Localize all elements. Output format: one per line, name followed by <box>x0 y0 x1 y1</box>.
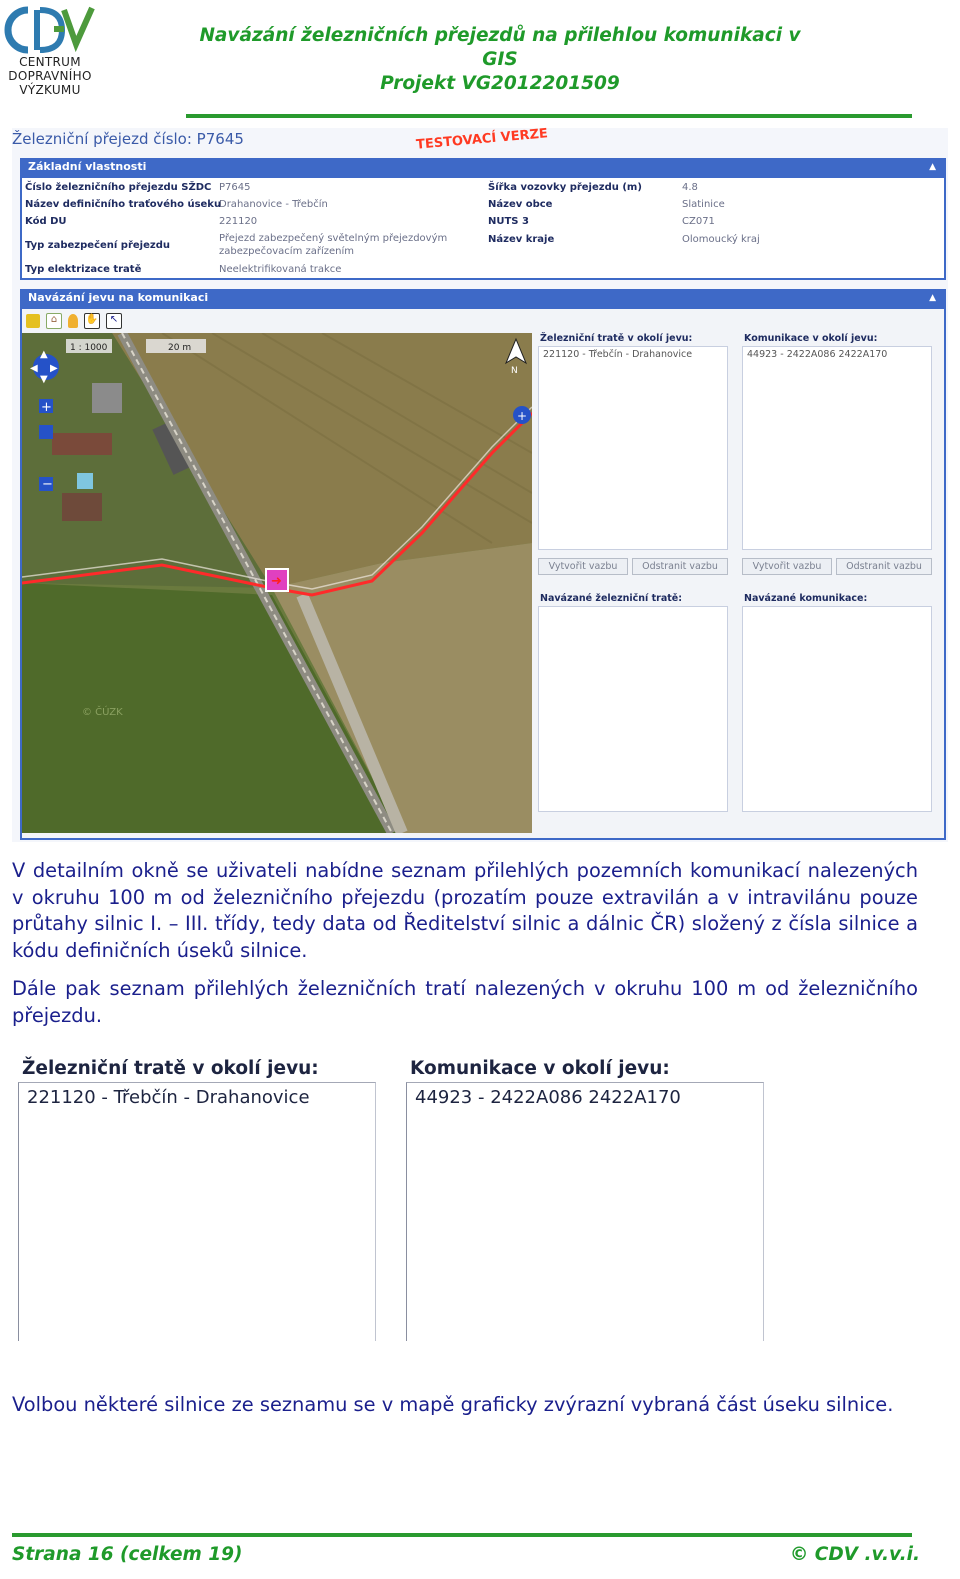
zoom-level-icon[interactable] <box>39 425 53 439</box>
prop-label: Kód DU <box>25 216 67 227</box>
footer-copyright: © CDV .v.v.i. <box>789 1544 920 1565</box>
north-label: N <box>511 366 518 376</box>
prop-label: Číslo železničního přejezdu SŽDC <box>25 182 212 193</box>
zoom-out-glyph: − <box>42 477 53 492</box>
home-icon[interactable]: ⌂ <box>46 313 62 329</box>
prop-label: Název obce <box>488 199 553 210</box>
basic-panel-title: Základní vlastnosti <box>28 160 147 173</box>
scale-bar-text: 20 m <box>168 343 192 353</box>
rail-remove-link-button[interactable]: Odstranit vazbu <box>632 558 728 575</box>
paragraph-1: V detailním okně se uživateli nabídne seznam přilehlých pozemních komunikací nalezených v okruhu 100 m od železničního přejezdu (prozatím pouze extravilán a v intravilánu pouze průtahy silnic I. – III. třídy, tedy data od Ředitelství silnic a dálnic ČR) složený z čísla silnice a kódu definičních úseků silnice. <box>12 859 918 962</box>
zoom-in-glyph: + <box>41 400 52 415</box>
zoom-road-label: Komunikace v okolí jevu: <box>410 1058 670 1079</box>
zoom-rail-label: Železniční tratě v okolí jevu: <box>22 1058 319 1079</box>
prop-label: Typ elektrizace tratě <box>25 264 142 275</box>
document-header <box>180 24 820 96</box>
prop-value: Neelektrifikovaná trakce <box>219 264 342 275</box>
rail-linked-list[interactable] <box>538 606 728 812</box>
map-watermark: © ČÚZK <box>82 707 123 718</box>
rail-linked-label: Navázané železniční tratě: <box>540 593 683 604</box>
svg-text:▲: ▲ <box>40 349 48 360</box>
zoom-road-list[interactable] <box>406 1082 764 1341</box>
prop-label: Název definičního traťového úseku <box>25 199 222 210</box>
prop-label: Šířka vozovky přejezdu (m) <box>488 182 642 193</box>
paragraph-2: Dále pak seznam přilehlých železničních tratí nalezených v okruhu 100 m od železničního přejezdu. <box>12 977 918 1027</box>
logo-line3: VÝZKUMU <box>19 83 81 97</box>
link-panel-title: Navázání jevu na komunikaci <box>28 291 209 304</box>
header-project: Projekt VG2012201509 <box>380 73 620 94</box>
prop-value: Drahanovice - Třebčín <box>219 199 328 210</box>
layers-icon[interactable] <box>26 314 40 328</box>
list-item[interactable]: 44923 - 2422A086 2422A170 <box>747 349 888 360</box>
list-item[interactable]: 221120 - Třebčín - Drahanovice <box>543 349 693 360</box>
prop-value: P7645 <box>219 182 251 193</box>
header-rule <box>186 114 912 118</box>
logo-line2: DOPRAVNÍHO <box>8 69 92 83</box>
collapse-arrow-icon[interactable]: ▲ <box>929 162 936 172</box>
svg-text:▶: ▶ <box>50 363 58 374</box>
road-remove-link-button[interactable]: Odstranit vazbu <box>836 558 932 575</box>
road-linked-label: Navázané komunikace: <box>744 593 868 604</box>
prop-value: 221120 <box>219 216 258 227</box>
add-point-glyph: + <box>517 409 528 423</box>
scale-ratio-text: 1 : 1000 <box>70 343 108 353</box>
zoom-rail-list[interactable] <box>18 1082 376 1341</box>
prop-value: Přejezd zabezpečený světelným přejezdovým zabezpečovacím zařízením <box>219 233 448 257</box>
prop-value: CZ071 <box>682 216 715 227</box>
prop-value: Slatinice <box>682 199 725 210</box>
prop-label: Typ zabezpečení přejezdu <box>25 240 170 251</box>
road-create-link-button[interactable]: Vytvořit vazbu <box>742 558 832 575</box>
pin-icon[interactable] <box>68 314 78 328</box>
header-title: Navázání železničních přejezdů na přilehlou komunikaci v GIS <box>199 25 801 70</box>
rail-nearby-label: Železniční tratě v okolí jevu: <box>540 333 693 344</box>
link-panel-header[interactable] <box>20 289 946 307</box>
map-toolbar <box>26 313 122 329</box>
list-item[interactable]: 44923 - 2422A086 2422A170 <box>415 1087 681 1108</box>
rail-nearby-list[interactable] <box>538 346 728 550</box>
logo-line1: CENTRUM <box>19 55 81 69</box>
prop-value: 4.8 <box>682 182 698 193</box>
basic-panel-body <box>20 176 946 280</box>
map-canvas[interactable] <box>22 333 532 833</box>
rail-create-link-button[interactable]: Vytvořit vazbu <box>538 558 628 575</box>
aerial-map[interactable] <box>22 333 532 833</box>
road-nearby-label: Komunikace v okolí jevu: <box>744 333 878 344</box>
prop-value: Olomoucký kraj <box>682 234 760 245</box>
paragraph-3: Volbou některé silnice ze seznamu se v mapě graficky zvýrazní vybraná část úseku silnice. <box>12 1393 894 1416</box>
window-title: Železniční přejezd číslo: P7645 <box>12 130 244 148</box>
test-version-badge: TESTOVACÍ VERZE <box>415 126 549 153</box>
crossing-arrow-icon: ➜ <box>271 574 282 589</box>
footer-page-number: Strana 16 (celkem 19) <box>12 1544 243 1565</box>
cdv-logo <box>2 4 98 98</box>
road-linked-list[interactable] <box>742 606 932 812</box>
pan-hand-icon[interactable]: ✋ <box>84 313 100 329</box>
footer-rule <box>12 1533 912 1537</box>
select-arrow-icon[interactable]: ↖ <box>106 313 122 329</box>
prop-label: NUTS 3 <box>488 216 529 227</box>
cdv-logo-mark <box>2 4 98 56</box>
basic-panel-header[interactable] <box>20 158 946 176</box>
prop-label: Název kraje <box>488 234 555 245</box>
svg-text:◀: ◀ <box>30 363 38 374</box>
svg-text:▼: ▼ <box>40 374 48 385</box>
collapse-arrow-icon[interactable]: ▲ <box>929 293 936 303</box>
list-item[interactable]: 221120 - Třebčín - Drahanovice <box>27 1087 310 1108</box>
road-nearby-list[interactable] <box>742 346 932 550</box>
